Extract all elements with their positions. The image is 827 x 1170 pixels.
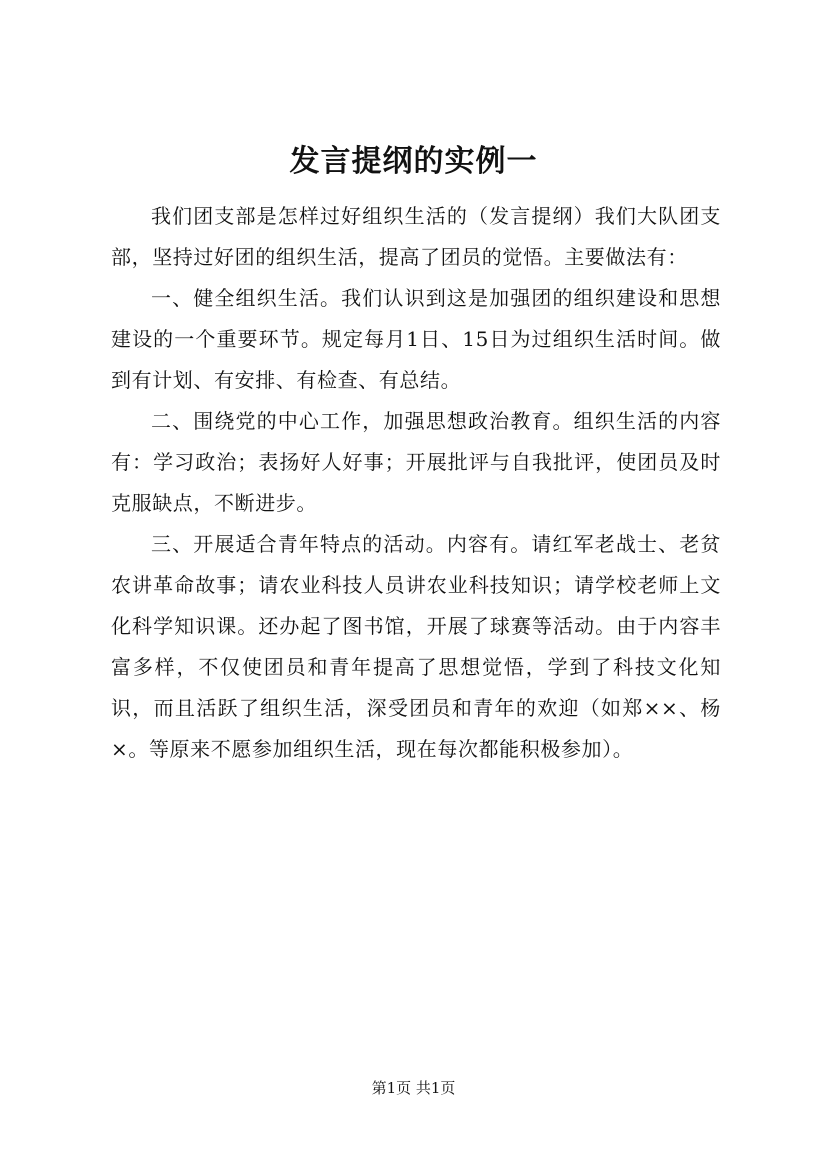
- paragraph-section-2: 二、围绕党的中心工作，加强思想政治教育。组织生活的内容有：学习政治；表扬好人好事；开展批评与自我批评，使团员及时克服缺点，不断进步。: [111, 409, 721, 515]
- page-footer: 第1页 共1页: [371, 1079, 456, 1097]
- document-title: 发言提纲的实例一: [289, 144, 538, 179]
- paragraph-section-1: 一、健全组织生活。我们认识到这是加强团的组织建设和思想建设的一个重要环节。规定每月1日、15日为过组织生活时间。做到有计划、有安排、有检查、有总结。: [111, 286, 721, 392]
- paragraph-section-3: 三、开展适合青年特点的活动。内容有。请红军老战士、老贫农讲革命故事；请农业科技人员讲农业科技知识；请学校老师上文化科学知识课。还办起了图书馆，开展了球赛等活动。由于内容丰富多样，不仅使团员和青年提高了思想觉悟，学到了科技文化知识，而且活跃了组织生活，深受团员和青年的欢迎（如郑××、杨×。等原来不愿参加组织生活，现在每次都能积极参加）。: [111, 532, 721, 761]
- paragraph-intro: 我们团支部是怎样过好组织生活的（发言提纲）我们大队团支部，坚持过好团的组织生活，提高了团员的觉悟。主要做法有：: [111, 204, 721, 269]
- document-body: [111, 196, 721, 770]
